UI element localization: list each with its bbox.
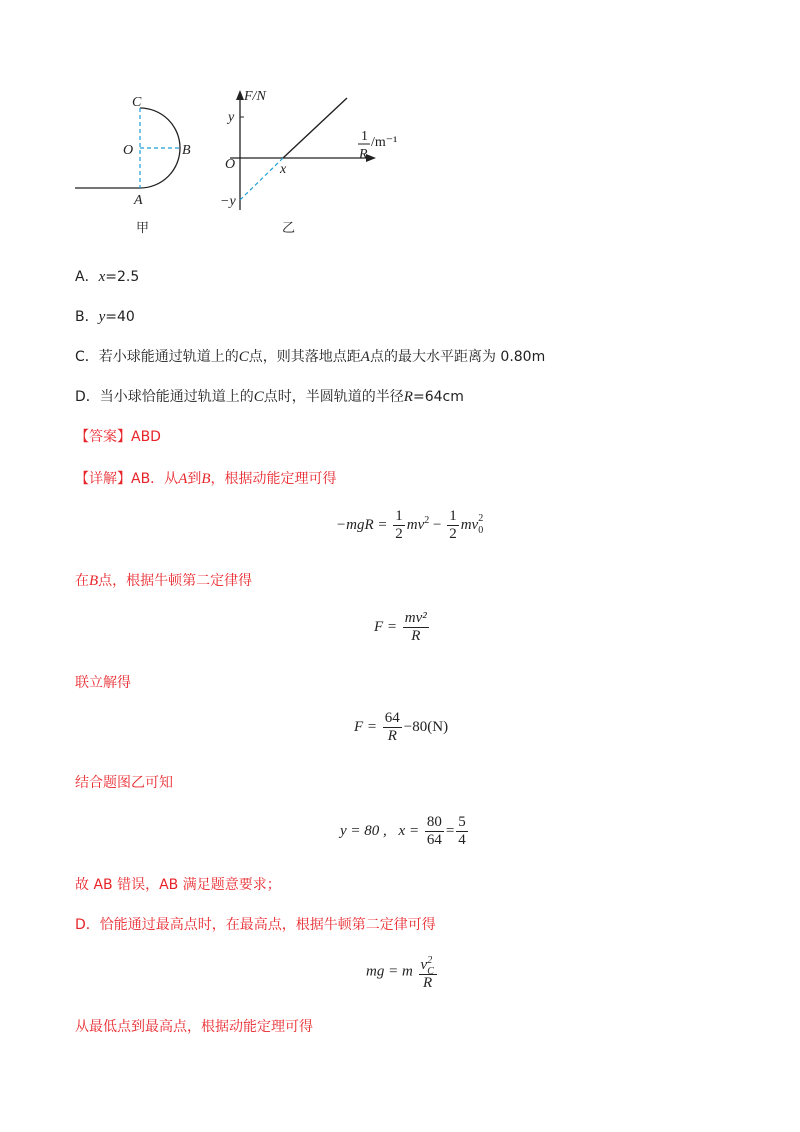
formula-f-expression: F = $\frac{64}{R}$ −80(N) bbox=[354, 710, 449, 744]
detail-line-4: 结合题图乙可知 bbox=[75, 775, 173, 791]
fraction: $\frac{80}{64}$ bbox=[426, 814, 442, 848]
figure-diagrams bbox=[60, 80, 420, 240]
label-o: O bbox=[123, 143, 134, 158]
x-axis-den: R bbox=[359, 147, 368, 162]
formula-xy-values: y = 80 , x = $\frac{80}{64}$ = $\frac{5}{4}$ bbox=[340, 814, 466, 848]
fraction: $\frac{\text{mv²}}{R}$ bbox=[404, 610, 427, 644]
detail-line-2: 在B点，根据牛顿第二定律得 bbox=[75, 573, 253, 589]
origin-label: O bbox=[225, 157, 236, 172]
fraction: $\frac{1}{2}$ bbox=[449, 508, 457, 542]
y-axis-label: F/N bbox=[244, 89, 266, 104]
fraction: v $^{2 C}$ R bbox=[419, 952, 437, 992]
fraction: $\frac{5}{4}$ bbox=[458, 814, 466, 848]
option-d: D．当小球恰能通过轨道上的C点时，半圆轨道的半径R=64cm bbox=[75, 389, 464, 405]
formula-newton-b: F = $\frac{\text{mv²}}{R}$ bbox=[374, 610, 427, 644]
label-c: C bbox=[132, 95, 142, 110]
fraction: $\frac{64}{R}$ bbox=[384, 710, 400, 744]
y-axis-arrow bbox=[236, 90, 244, 100]
tick-y-label: y bbox=[228, 110, 235, 125]
label-b: B bbox=[182, 143, 191, 158]
graph-extension-dashed bbox=[240, 158, 283, 200]
option-c: C．若小球能通过轨道上的C点，则其落地点距A点的最大水平距离为 0.80m bbox=[75, 349, 546, 365]
x-axis-num: 1 bbox=[361, 129, 368, 144]
detail-line-7: 从最低点到最高点，根据动能定理可得 bbox=[75, 1019, 313, 1035]
detail-line-5: 故 AB 错误，AB 满足题意要求； bbox=[75, 877, 281, 893]
option-b: B．y=40 bbox=[75, 309, 135, 325]
caption-yi: 乙 bbox=[282, 221, 296, 236]
x-axis-unit: /m⁻¹ bbox=[371, 135, 398, 150]
detail-line-6: D．恰能通过最高点时，在最高点，根据牛顿第二定律可得 bbox=[75, 917, 436, 933]
semicircle-track bbox=[140, 108, 180, 188]
detail-line-3: 联立解得 bbox=[75, 675, 131, 691]
graph-line bbox=[283, 98, 347, 158]
answer-line: 【答案】ABD bbox=[75, 429, 161, 445]
caption-jia: 甲 bbox=[136, 221, 150, 236]
fraction: $\frac{1}{2}$ bbox=[395, 508, 403, 542]
option-a: A．x=2.5 bbox=[75, 269, 140, 285]
detail-line-1: 【详解】AB．从A到B，根据动能定理可得 bbox=[75, 471, 337, 487]
tick-x-label: x bbox=[280, 162, 287, 177]
formula-newton-top: mg = m v $^{2 C}$ R bbox=[366, 952, 439, 992]
tick-neg-y-label: −y bbox=[220, 194, 236, 209]
formula-energy-ab: −mgR = $\frac{1}{2}$ $mv^2$ − $\frac{1}{2}$ mv $^{2 0}$ bbox=[336, 508, 484, 542]
figure-jia bbox=[75, 95, 191, 236]
label-a: A bbox=[134, 193, 143, 208]
figure-yi bbox=[220, 89, 397, 236]
